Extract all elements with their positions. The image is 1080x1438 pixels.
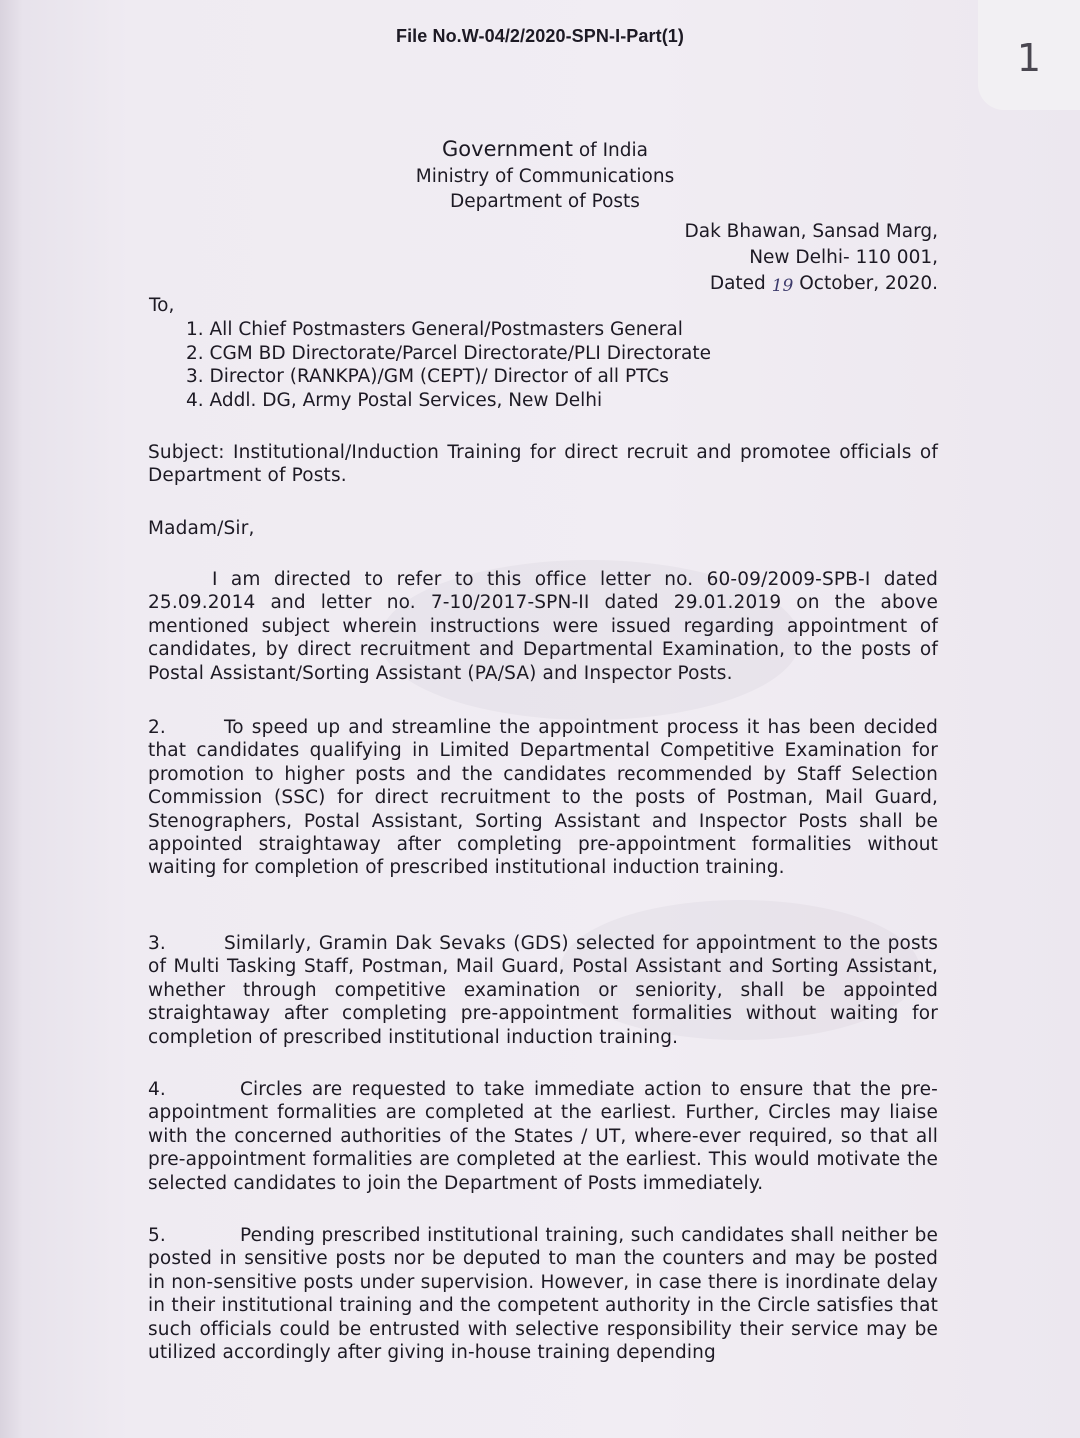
paragraph-4 [148, 1078, 938, 1195]
subject-line: Subject: Institutional/Induction Training for direct recruit and promotee officials of Department of Posts. [148, 442, 938, 487]
of-india: of India [572, 140, 648, 161]
recipient-item: 4. Addl. DG, Army Postal Services, New Delhi [186, 389, 603, 411]
recipient-item: 2. CGM BD Directorate/Parcel Directorate/PLI Directorate [186, 342, 712, 364]
paragraph-1 [148, 568, 938, 685]
paragraph-5 [148, 1224, 938, 1364]
paragraph-number: 5. [148, 1225, 166, 1246]
paragraph-2 [148, 716, 938, 880]
page-number: 1 [1016, 36, 1042, 80]
page-shadow-left [0, 0, 22, 1438]
paragraph-3 [148, 932, 938, 1049]
paragraph-number: 2. [148, 717, 166, 738]
dated-line [685, 271, 939, 297]
dated-label: Dated [709, 273, 766, 294]
recipient-item: 1. All Chief Postmasters General/Postmasters General [186, 319, 683, 340]
government-line [0, 137, 1080, 161]
recipient-item: 3. Director (RANKPA)/GM (CEPT)/ Director of all PTCs [186, 366, 669, 387]
department-line: Department of Posts [450, 191, 640, 212]
paragraph-5-text: Pending prescribed institutional training, such candidates shall neither be posted in sensitive posts nor be deputed to man the counters and may be posted in non-sensitive posts under supervision. However, in case there is inordinate delay in their institutional training and the competent authority in the Circle satisfies that such officials could be entrusted with selective responsibility their service may be utilized accordingly after giving in-house training depending [148, 1225, 938, 1364]
handwritten-date: 19 [771, 276, 794, 296]
paragraph-number: 3. [148, 933, 166, 954]
government-word: Government [442, 137, 573, 161]
address-block [685, 219, 939, 297]
dated-month-year: October, 2020. [799, 273, 938, 294]
address-line-1: Dak Bhawan, Sansad Marg, [684, 221, 938, 242]
paragraph-3-text: Similarly, Gramin Dak Sevaks (GDS) selected for appointment to the posts of Multi Tasking Staff, Postman, Mail Guard, Postal Assistant and Sorting Assistant, whether through competitive examination or seniority, shall be appointed straightaway after completing pre-appointment formalities without waiting for completion of prescribed institutional induction training. [148, 933, 938, 1048]
address-line-2: New Delhi- 110 001, [749, 247, 938, 268]
file-number: File No.W-04/2/2020-SPN-I-Part(1) [395, 26, 684, 46]
paragraph-number: 4. [148, 1079, 166, 1100]
recipient-list [186, 318, 711, 412]
to-label: To, [149, 295, 175, 316]
paragraph-4-text: Circles are requested to take immediate action to ensure that the pre-appointment formalities are completed at the earliest. Further, Circles may liaise with the concerned authorities of the States / UT, where-ever required, so that all pre-appointment formalities are completed at the earliest. This would motivate the selected candidates to join the Department of Posts immediately. [148, 1079, 938, 1194]
paragraph-2-text: To speed up and streamline the appointment process it has been decided that candidates qualifying in Limited Departmental Competitive Examination for promotion to higher posts and the candidates recommended by Staff Selection Commission (SSC) for direct recruitment to the posts of Postman, Mail Guard, Stenographers, Postal Assistant, Sorting Assistant and Inspector Posts shall be appointed straightaway after completing pre-appointment formalities without waiting for completion of prescribed institutional induction training. [148, 717, 938, 879]
salutation: Madam/Sir, [148, 518, 255, 539]
paragraph-1-text: I am directed to refer to this office letter no. 60-09/2009-SPB-I dated 25.09.2014 and letter no. 7-10/2017-SPN-II dated 29.01.2019 on the above mentioned subject wherein instructions were issued regarding appointment of candidates, by direct recruitment and Departmental Examination, to the posts of Postal Assistant/Sorting Assistant (PA/SA) and Inspector Posts. [148, 569, 938, 684]
ministry-line: Ministry of Communications [415, 166, 675, 187]
